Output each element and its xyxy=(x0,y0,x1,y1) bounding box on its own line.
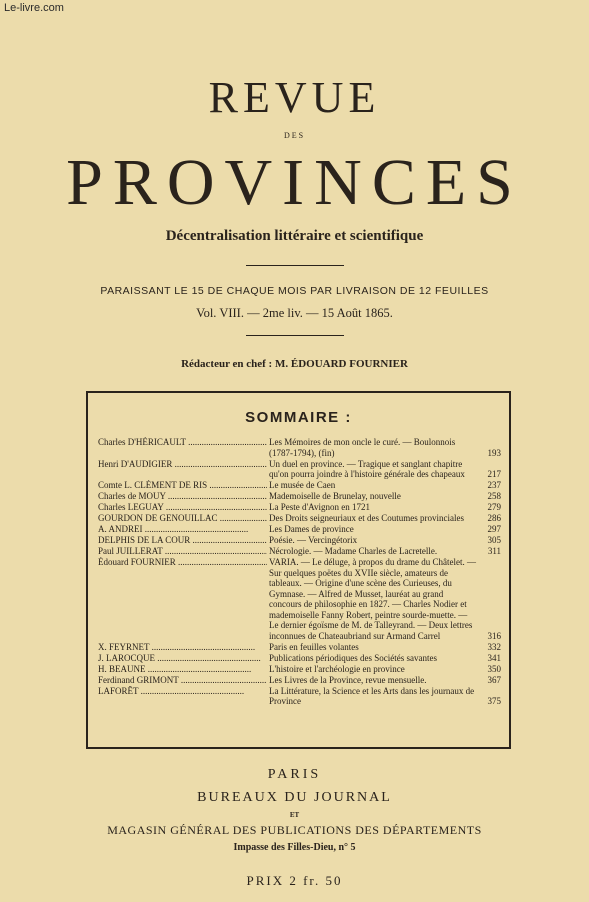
toc-title: L'histoire et l'archéologie en province xyxy=(269,663,405,674)
toc-title: Poésie. — Vercingétorix xyxy=(269,535,358,545)
toc-page: 316 xyxy=(487,630,501,641)
toc-title: VARIA. — Le déluge, à propos du drame du Châtelet. — Sur quelques poëtes du XVIIe siècle, amateurs de tableaux. — Origine d'une scène des Curieuses, du Gymnase. — Alfred de Musset, lauréat au grand concours de philosophie en 1827. — Charles Nodier et mademoiselle Fanny Robert, peintre sourde-muette. — Le dernier égoïsme de M. de Talleyrand. — Deux lettres inconnues de Chateaubriand sur Armand Carrel xyxy=(269,557,477,641)
toc-author: Charles de MOUY ..... xyxy=(98,491,267,502)
toc-title: Un duel en province. — Tragique et sanglant chapitre qu'on pourra joindre à l'histoire générale des chapeaux xyxy=(269,458,465,479)
toc-page: 305 xyxy=(487,535,501,545)
toc-title: Les Dames de province xyxy=(269,524,354,534)
sommaire-title: SOMMAIRE : xyxy=(245,409,352,426)
toc-entry xyxy=(98,437,501,458)
divider xyxy=(246,265,344,266)
price: PRIX 2 fr. 50 xyxy=(246,873,343,888)
toc-author: GOURDON DE GENOUILLAC ..... xyxy=(98,513,267,524)
toc-page: 237 xyxy=(487,480,501,490)
toc-author: DELPHIS DE LA COUR ..... xyxy=(98,535,267,546)
toc-entry xyxy=(98,557,501,641)
toc-entry xyxy=(98,513,501,524)
subtitle: Décentralisation littéraire et scientifique xyxy=(165,228,424,244)
toc-author: Édouard FOURNIER ..... xyxy=(98,557,267,641)
toc-entry xyxy=(98,491,501,502)
toc-title: Paris en feuilles volantes xyxy=(269,641,359,652)
toc-author: LAFORÊT ..... xyxy=(98,686,267,707)
toc-title: Les Mémoires de mon oncle le curé. — Boulonnois (1787-1794), (fin) xyxy=(269,437,456,458)
toc-author: Ferdinand GRIMONT ..... xyxy=(98,675,267,686)
toc-page: 286 xyxy=(487,513,501,523)
toc-page: 258 xyxy=(487,491,501,501)
masthead-provinces: PROVINCES xyxy=(66,146,523,219)
sommaire-box xyxy=(86,391,511,749)
toc-author: Comte L. CLÉMENT DE RIS ..... xyxy=(98,480,267,491)
volume-info: Vol. VIII. — 2me liv. — 15 Août 1865. xyxy=(196,306,393,320)
toc-page: 341 xyxy=(487,652,501,663)
toc-page: 217 xyxy=(487,469,501,479)
toc-page: 375 xyxy=(487,696,501,706)
masthead-revue: REVUE xyxy=(208,73,381,122)
toc-title: Publications périodiques des Sociétés savantes xyxy=(269,652,437,663)
toc-page: 332 xyxy=(487,641,501,652)
toc-entry xyxy=(98,546,501,557)
toc-entry xyxy=(98,642,501,653)
toc-page: 297 xyxy=(487,524,501,534)
toc-page: 350 xyxy=(487,663,501,674)
toc-author: H. BEAUNE ..... xyxy=(98,664,267,675)
toc-title: Des Droits seigneuriaux et des Coutumes provinciales xyxy=(269,513,464,523)
toc-author: Paul JUILLERAT ..... xyxy=(98,546,267,557)
toc-entry xyxy=(98,480,501,491)
toc-page: 279 xyxy=(487,502,501,512)
publication-frequency: PARAISSANT LE 15 DE CHAQUE MOIS PAR LIVRAISON DE 12 FEUILLES xyxy=(100,285,489,297)
toc-entry xyxy=(98,686,501,707)
toc-entry xyxy=(98,524,501,535)
toc-author: Charles LEGUAY ..... xyxy=(98,502,267,513)
city: PARIS xyxy=(267,767,322,782)
toc-page: 367 xyxy=(487,674,501,685)
toc-entry xyxy=(98,653,501,664)
toc-author: J. LAROCQUE ..... xyxy=(98,653,267,664)
toc-title: Mademoiselle de Brunelay, nouvelle xyxy=(269,491,401,501)
editor-in-chief: Rédacteur en chef : M. ÉDOUARD FOURNIER xyxy=(181,358,408,370)
watermark: Le-livre.com xyxy=(4,2,64,14)
table-of-contents xyxy=(98,437,501,707)
toc-author: X. FEYRNET ..... xyxy=(98,642,267,653)
toc-entry xyxy=(98,459,501,480)
toc-title: La Peste d'Avignon en 1721 xyxy=(269,502,370,512)
toc-title: Le musée de Caen xyxy=(269,480,336,490)
toc-entry xyxy=(98,675,501,686)
toc-entry xyxy=(98,535,501,546)
toc-entry xyxy=(98,664,501,675)
toc-author: A. ANDREI ..... xyxy=(98,524,267,535)
bureaux-du-journal: BUREAUX DU JOURNAL xyxy=(197,790,392,805)
toc-title: Les Livres de la Province, revue mensuelle. xyxy=(269,674,427,685)
divider xyxy=(246,335,344,336)
toc-author: Henri D'AUDIGIER ..... xyxy=(98,459,267,480)
toc-page: 193 xyxy=(487,447,501,458)
toc-page: 311 xyxy=(487,546,501,556)
masthead-des: DES xyxy=(283,131,306,140)
magasin-general: MAGASIN GÉNÉRAL DES PUBLICATIONS DES DÉPARTEMENTS xyxy=(107,823,482,837)
toc-author: Charles D'HÉRICAULT ..... xyxy=(98,437,267,458)
toc-entry xyxy=(98,502,501,513)
conjunction-et: ET xyxy=(289,811,300,819)
toc-title: La Littérature, la Science et les Arts dans les journaux de Province xyxy=(269,685,475,706)
toc-title: Nécrologie. — Madame Charles de Lacretelle. xyxy=(269,546,438,556)
address: Impasse des Filles-Dieu, n° 5 xyxy=(233,842,356,853)
